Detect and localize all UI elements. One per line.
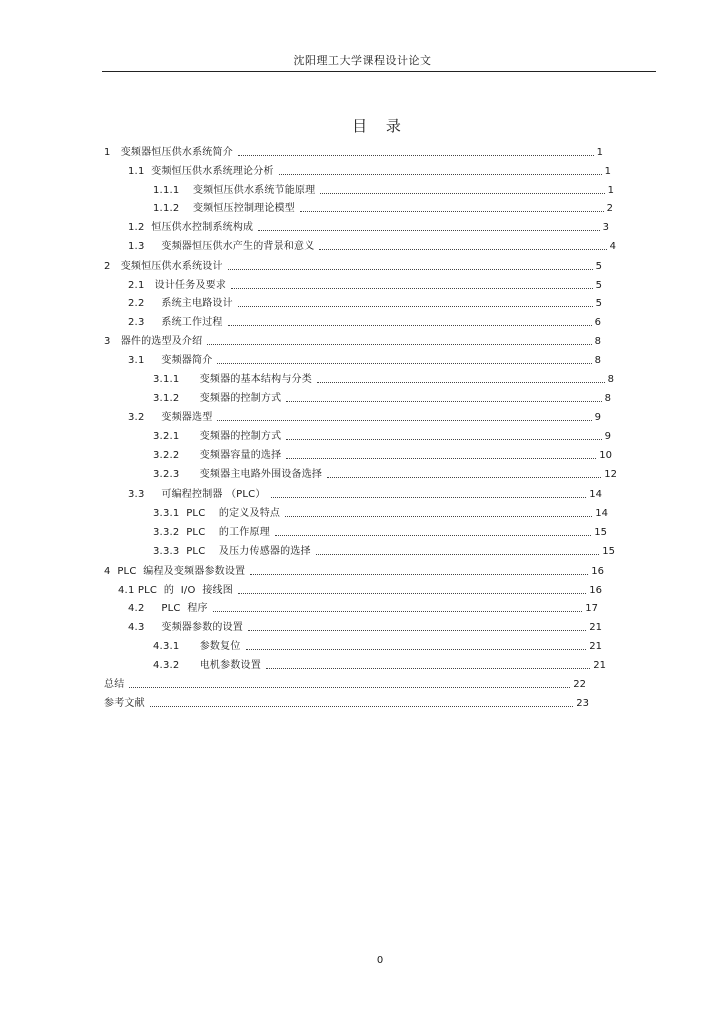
toc-dot-leader	[207, 344, 591, 345]
toc-dot-leader	[129, 687, 570, 688]
toc-entry-page: 21	[593, 660, 606, 671]
toc-entry-page: 17	[585, 603, 598, 614]
toc-entry[interactable]	[128, 296, 602, 310]
toc-entry-page: 14	[595, 508, 608, 519]
toc-entry-page: 8	[594, 355, 601, 366]
toc-entry-page: 21	[589, 622, 602, 633]
toc-entry-label: 1.1.2 变频恒压控制理论模型	[153, 203, 295, 214]
toc-entry[interactable]	[153, 467, 617, 481]
toc-dot-leader	[248, 630, 586, 631]
toc-entry-label: 3.2.3 变频器主电路外围设备选择	[153, 469, 323, 480]
toc-dot-leader	[286, 401, 601, 402]
header-divider	[102, 71, 656, 72]
toc-entry-page: 8	[604, 393, 611, 404]
toc-entry-label: 3.1.1 变频器的基本结构与分类	[153, 374, 312, 385]
toc-entry-label: 2 变频恒压供水系统设计	[104, 261, 223, 272]
toc-entry[interactable]	[104, 677, 586, 691]
toc-entry[interactable]	[128, 164, 611, 178]
toc-entry-label: 3.1.2 变频器的控制方式	[153, 393, 282, 404]
toc-entry[interactable]	[104, 564, 604, 578]
toc-dot-leader	[238, 593, 586, 594]
toc-dot-leader	[231, 288, 593, 289]
toc-entry-page: 4	[609, 241, 616, 252]
toc-dot-leader	[217, 420, 591, 421]
toc-entry-label: 3.2.2 变频器容量的选择	[153, 450, 282, 461]
toc-dot-leader	[246, 649, 587, 650]
toc-entry-page: 16	[591, 566, 604, 577]
toc-entry-page: 15	[594, 527, 607, 538]
toc-entry[interactable]	[153, 391, 611, 405]
toc-dot-leader	[258, 230, 599, 231]
toc-dot-leader	[286, 458, 596, 459]
toc-entry[interactable]	[153, 506, 608, 520]
toc-entry-page: 6	[594, 317, 601, 328]
toc-dot-leader	[217, 363, 591, 364]
toc-entry-label: 3.3.3 PLC 及压力传感器的选择	[153, 546, 311, 557]
toc-dot-leader	[300, 211, 604, 212]
toc-entry[interactable]	[104, 145, 603, 159]
toc-entry[interactable]	[118, 583, 602, 597]
toc-entry-label: 3.2.1 变频器的控制方式	[153, 431, 282, 442]
toc-entry[interactable]	[153, 183, 614, 197]
toc-entry[interactable]	[153, 372, 614, 386]
toc-entry[interactable]	[153, 201, 613, 215]
toc-entry-label: 4.3 变频器参数的设置	[128, 622, 243, 633]
running-header-title: 沈阳理工大学课程设计论文	[293, 54, 432, 67]
toc-entry-label: 3.3.1 PLC 的定义及特点	[153, 508, 281, 519]
toc-dot-leader	[238, 155, 594, 156]
toc-dot-leader	[285, 516, 592, 517]
toc-entry[interactable]	[153, 544, 615, 558]
toc-entry-label: 1.3 变频器恒压供水产生的背景和意义	[128, 241, 315, 252]
toc-dot-leader	[320, 193, 604, 194]
toc-dot-leader	[238, 306, 593, 307]
toc-entry[interactable]	[128, 601, 598, 615]
toc-entry-page: 21	[589, 641, 602, 652]
toc-entry-label: 总结	[104, 679, 125, 690]
toc-entry[interactable]	[128, 410, 601, 424]
toc-entry-page: 5	[595, 280, 602, 291]
toc-entry-page: 9	[594, 412, 601, 423]
toc-entry-label: 3.3 可编程控制器 （PLC）	[128, 489, 266, 500]
toc-entry-page: 14	[589, 489, 602, 500]
toc-entry-label: 4.2 PLC 程序	[128, 603, 208, 614]
toc-entry[interactable]	[153, 658, 606, 672]
toc-entry-page: 22	[573, 679, 586, 690]
toc-entry-label: 3 器件的选型及介绍	[104, 336, 203, 347]
toc-entry-page: 1	[596, 147, 603, 158]
toc-entry-label: 1.2 恒压供水控制系统构成	[128, 222, 254, 233]
toc-entry[interactable]	[104, 334, 601, 348]
toc-dot-leader	[319, 249, 606, 250]
toc-dot-leader	[266, 668, 590, 669]
toc-entry[interactable]	[128, 620, 602, 634]
toc-entry-page: 8	[594, 336, 601, 347]
toc-entry-label: 1.1 变频恒压供水系统理论分析	[128, 166, 274, 177]
toc-entry-label: 4 PLC 编程及变频器参数设置	[104, 566, 246, 577]
toc-entry[interactable]	[153, 429, 611, 443]
toc-entry[interactable]	[153, 525, 607, 539]
toc-dot-leader	[286, 439, 601, 440]
toc-entry-page: 3	[602, 222, 609, 233]
toc-dot-leader	[150, 706, 573, 707]
toc-entry-page: 9	[604, 431, 611, 442]
toc-dot-leader	[327, 477, 601, 478]
toc-entry-page: 1	[607, 185, 614, 196]
toc-dot-leader	[317, 382, 605, 383]
toc-entry[interactable]	[128, 315, 601, 329]
toc-entry[interactable]	[128, 487, 602, 501]
toc-entry-label: 2.2 系统主电路设计	[128, 298, 233, 309]
toc-entry[interactable]	[128, 278, 602, 292]
toc-entry-label: 3.3.2 PLC 的工作原理	[153, 527, 270, 538]
toc-entry-label: 4.3.2 电机参数设置	[153, 660, 261, 671]
toc-entry[interactable]	[128, 239, 616, 253]
toc-entry-page: 15	[602, 546, 615, 557]
toc-entry[interactable]	[128, 353, 601, 367]
toc-dot-leader	[228, 269, 593, 270]
toc-entry-label: 1 变频器恒压供水系统简介	[104, 147, 233, 158]
toc-entry-page: 8	[607, 374, 614, 385]
page-number: 0	[376, 955, 384, 966]
toc-dot-leader	[279, 174, 602, 175]
toc-title: 目 录	[352, 117, 408, 135]
toc-entry-page: 5	[595, 261, 602, 272]
toc-entry-page: 12	[604, 469, 617, 480]
toc-dot-leader	[316, 554, 600, 555]
toc-entry-page: 23	[576, 698, 589, 709]
toc-entry[interactable]	[128, 220, 609, 234]
toc-entry-page: 16	[589, 585, 602, 596]
toc-entry[interactable]	[104, 696, 589, 710]
toc-dot-leader	[213, 611, 583, 612]
toc-entry-label: 4.1 PLC 的 I/O 接线图	[118, 585, 233, 596]
toc-entry[interactable]	[104, 259, 602, 273]
toc-entry-label: 参考文献	[104, 698, 145, 709]
toc-entry-label: 3.2 变频器选型	[128, 412, 213, 423]
toc-entry-page: 2	[606, 203, 613, 214]
toc-dot-leader	[228, 325, 592, 326]
toc-dot-leader	[250, 574, 588, 575]
toc-entry-label: 2.1 设计任务及要求	[128, 280, 227, 291]
toc-entry[interactable]	[153, 448, 612, 462]
toc-entry[interactable]	[153, 639, 602, 653]
toc-entry-page: 5	[595, 298, 602, 309]
toc-entry-label: 2.3 系统工作过程	[128, 317, 223, 328]
toc-entry-label: 1.1.1 变频恒压供水系统节能原理	[153, 185, 316, 196]
toc-entry-page: 10	[599, 450, 612, 461]
toc-dot-leader	[271, 497, 587, 498]
toc-entry-label: 4.3.1 参数复位	[153, 641, 241, 652]
toc-dot-leader	[275, 535, 591, 536]
toc-entry-page: 1	[604, 166, 611, 177]
toc-entry-label: 3.1 变频器简介	[128, 355, 213, 366]
